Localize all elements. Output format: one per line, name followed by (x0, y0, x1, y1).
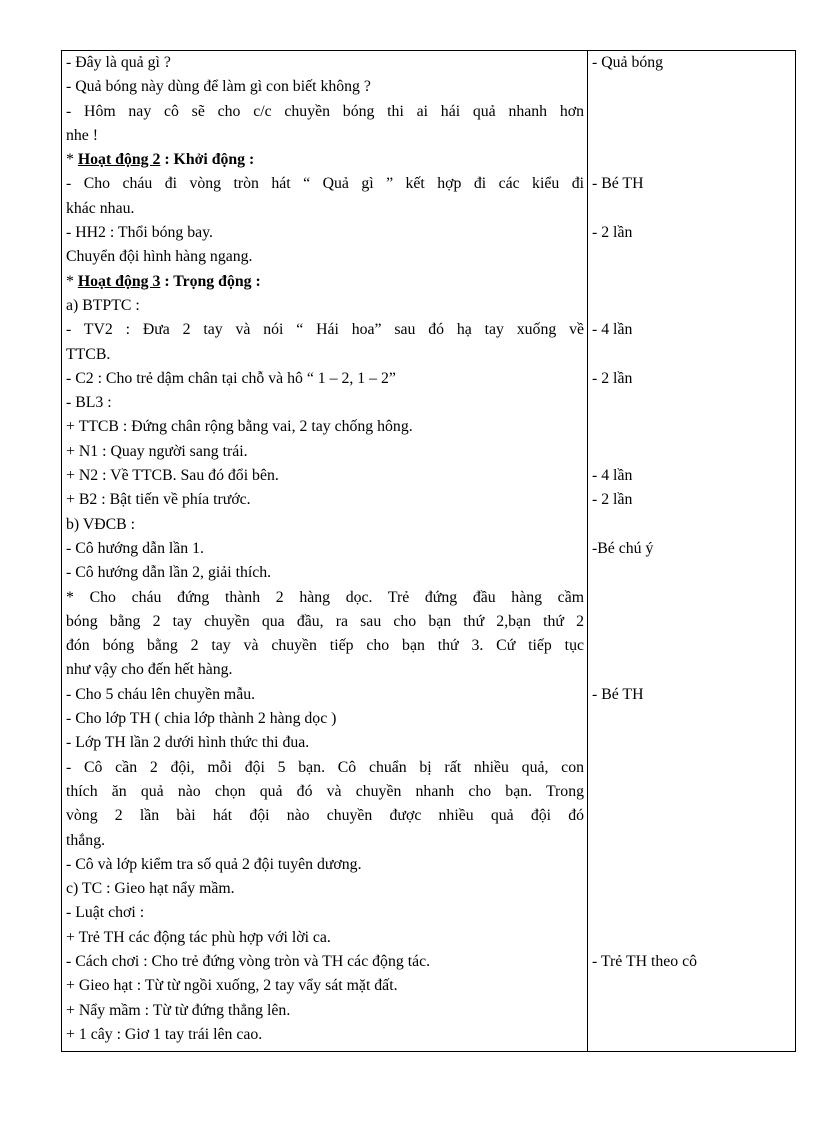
note-line-empty (592, 780, 792, 804)
heading-text: Trọng động : (173, 272, 261, 290)
note-line-empty (592, 513, 792, 537)
note-line: - 4 lần (592, 467, 633, 485)
note-line-empty (592, 804, 792, 828)
text-line: như vậy cho đến hết hàng. (66, 661, 233, 679)
text-line: + TTCB : Đứng chân rộng bằng vai, 2 tay chống hông. (66, 418, 413, 436)
text-line: - Lớp TH lần 2 dưới hình thức thi đua. (66, 734, 310, 752)
note-line-empty (592, 440, 792, 464)
note-line: - Bé TH (592, 685, 644, 703)
text-line: bóng bằng 2 tay chuyền qua đầu, ra sau cho bạn thứ 2,bạn thứ 2 (66, 612, 584, 630)
note-line-empty (592, 391, 792, 415)
note-line-empty (592, 853, 792, 877)
note-line: - 4 lần (592, 321, 633, 339)
note-line-empty (592, 245, 792, 269)
note-line-empty (592, 124, 792, 148)
text-line: - Cho 5 cháu lên chuyền mẫu. (66, 685, 256, 703)
heading-separator: : (160, 272, 174, 290)
section-heading (66, 148, 584, 172)
text-line: vòng 2 lần bài hát đội nào chuyền được nhiều quả đội đó (66, 807, 584, 825)
text-line: b) VĐCB : (66, 515, 136, 533)
note-line-empty (592, 415, 792, 439)
note-line-empty (592, 1023, 792, 1047)
note-line-empty (592, 926, 792, 950)
text-line: - Đây là quả gì ? (66, 54, 171, 71)
note-line-empty (592, 999, 792, 1023)
text-line: - Cách chơi : Cho trẻ đứng vòng tròn và TH các động tác. (66, 952, 431, 970)
note-line-empty (592, 586, 792, 610)
text-line: + N2 : Về TTCB. Sau đó đổi bên. (66, 467, 279, 485)
note-line-empty (592, 658, 792, 682)
note-line: - Bé TH (592, 175, 644, 193)
note-line-empty (592, 561, 792, 585)
note-line-empty (592, 829, 792, 853)
note-line-empty (592, 294, 792, 318)
heading-star: * (66, 272, 74, 290)
text-line: - Cho lớp TH ( chia lớp thành 2 hàng dọc ) (66, 710, 337, 728)
table-row (62, 51, 796, 1052)
note-line: - 2 lần (592, 491, 633, 509)
text-line: thích ăn quả nào chọn quả đó và chuyền nhanh cho bạn. Trong (66, 782, 584, 800)
text-line: - Cô hướng dẫn lần 2, giải thích. (66, 564, 272, 582)
text-line: + 1 cây : Giơ 1 tay trái lên cao. (66, 1025, 263, 1043)
note-line-empty (592, 756, 792, 780)
text-line: - C2 : Cho trẻ dậm chân tại chỗ và hô “ 1 – 2, 1 – 2” (66, 369, 396, 387)
text-line: a) BTPTC : (66, 296, 140, 314)
text-line: - Cô và lớp kiểm tra số quả 2 đội tuyên dương. (66, 855, 362, 873)
text-line: - Luật chơi : (66, 904, 145, 922)
note-line-empty (592, 877, 792, 901)
text-line: - Cô hướng dẫn lần 1. (66, 539, 205, 557)
text-line: - Quả bóng này dùng để làm gì con biết không ? (66, 78, 371, 96)
note-line-empty (592, 610, 792, 634)
text-line: + B2 : Bật tiến về phía trước. (66, 491, 251, 509)
text-line: + Gieo hạt : Từ từ ngồi xuống, 2 tay vẩy sát mặt đất. (66, 977, 398, 995)
text-line: Chuyển đội hình hàng ngang. (66, 248, 253, 266)
notes-lines (588, 51, 795, 1047)
note-line: - Trẻ TH theo cô (592, 952, 698, 970)
note-line: - Quả bóng (592, 54, 664, 71)
note-line-empty (592, 270, 792, 294)
note-line-empty (592, 974, 792, 998)
heading-title: Hoạt động 3 (77, 272, 161, 290)
note-line-empty (592, 634, 792, 658)
lesson-plan-table (61, 50, 796, 1052)
note-line-empty (592, 75, 792, 99)
text-line: + Trẻ TH các động tác phù hợp với lời ca. (66, 928, 331, 946)
text-line: nhe ! (66, 126, 99, 144)
note-line-empty (592, 148, 792, 172)
text-line: + N1 : Quay người sang trái. (66, 442, 248, 460)
text-line: * Cho cháu đứng thành 2 hàng dọc. Trẻ đứng đầu hàng cầm (66, 588, 584, 606)
text-line: - Hôm nay cô sẽ cho c/c chuyền bóng thi ai hái quả nhanh hơn (66, 102, 584, 120)
activity-lines (62, 51, 587, 1047)
text-line: - Cô cần 2 đội, mỗi đội 5 bạn. Cô chuẩn bị rất nhiều quả, con (66, 758, 584, 776)
heading-star: * (66, 151, 74, 169)
heading-title: Hoạt động 2 (77, 151, 161, 169)
note-line-empty (592, 731, 792, 755)
text-line: c) TC : Gieo hạt nẩy mầm. (66, 880, 235, 898)
note-line-empty (592, 197, 792, 221)
text-line: khác nhau. (66, 199, 135, 217)
text-line: - BL3 : (66, 394, 112, 412)
note-line: - 2 lần (592, 369, 633, 387)
text-line: - Cho cháu đi vòng tròn hát “ Quả gì ” kết hợp đi các kiểu đi (66, 175, 584, 193)
note-line: - 2 lần (592, 224, 633, 242)
text-line: thắng. (66, 831, 106, 849)
text-line: - HH2 : Thổi bóng bay. (66, 224, 213, 242)
note-line: -Bé chú ý (592, 539, 654, 557)
text-line: đón bóng bằng 2 tay và chuyền tiếp cho bạn thứ 3. Cứ tiếp tục (66, 637, 584, 655)
note-line-empty (592, 343, 792, 367)
text-line: TTCB. (66, 345, 111, 363)
heading-separator: : (160, 151, 174, 169)
heading-text: Khởi động : (173, 151, 255, 169)
notes-column (588, 51, 796, 1052)
text-line: + Nẩy mầm : Từ từ đứng thẳng lên. (66, 1001, 291, 1019)
note-line-empty (592, 100, 792, 124)
section-heading (66, 270, 584, 294)
text-line: - TV2 : Đưa 2 tay và nói “ Hái hoa” sau đó hạ tay xuống về (66, 321, 584, 339)
note-line-empty (592, 901, 792, 925)
note-line-empty (592, 707, 792, 731)
activity-column (62, 51, 588, 1052)
